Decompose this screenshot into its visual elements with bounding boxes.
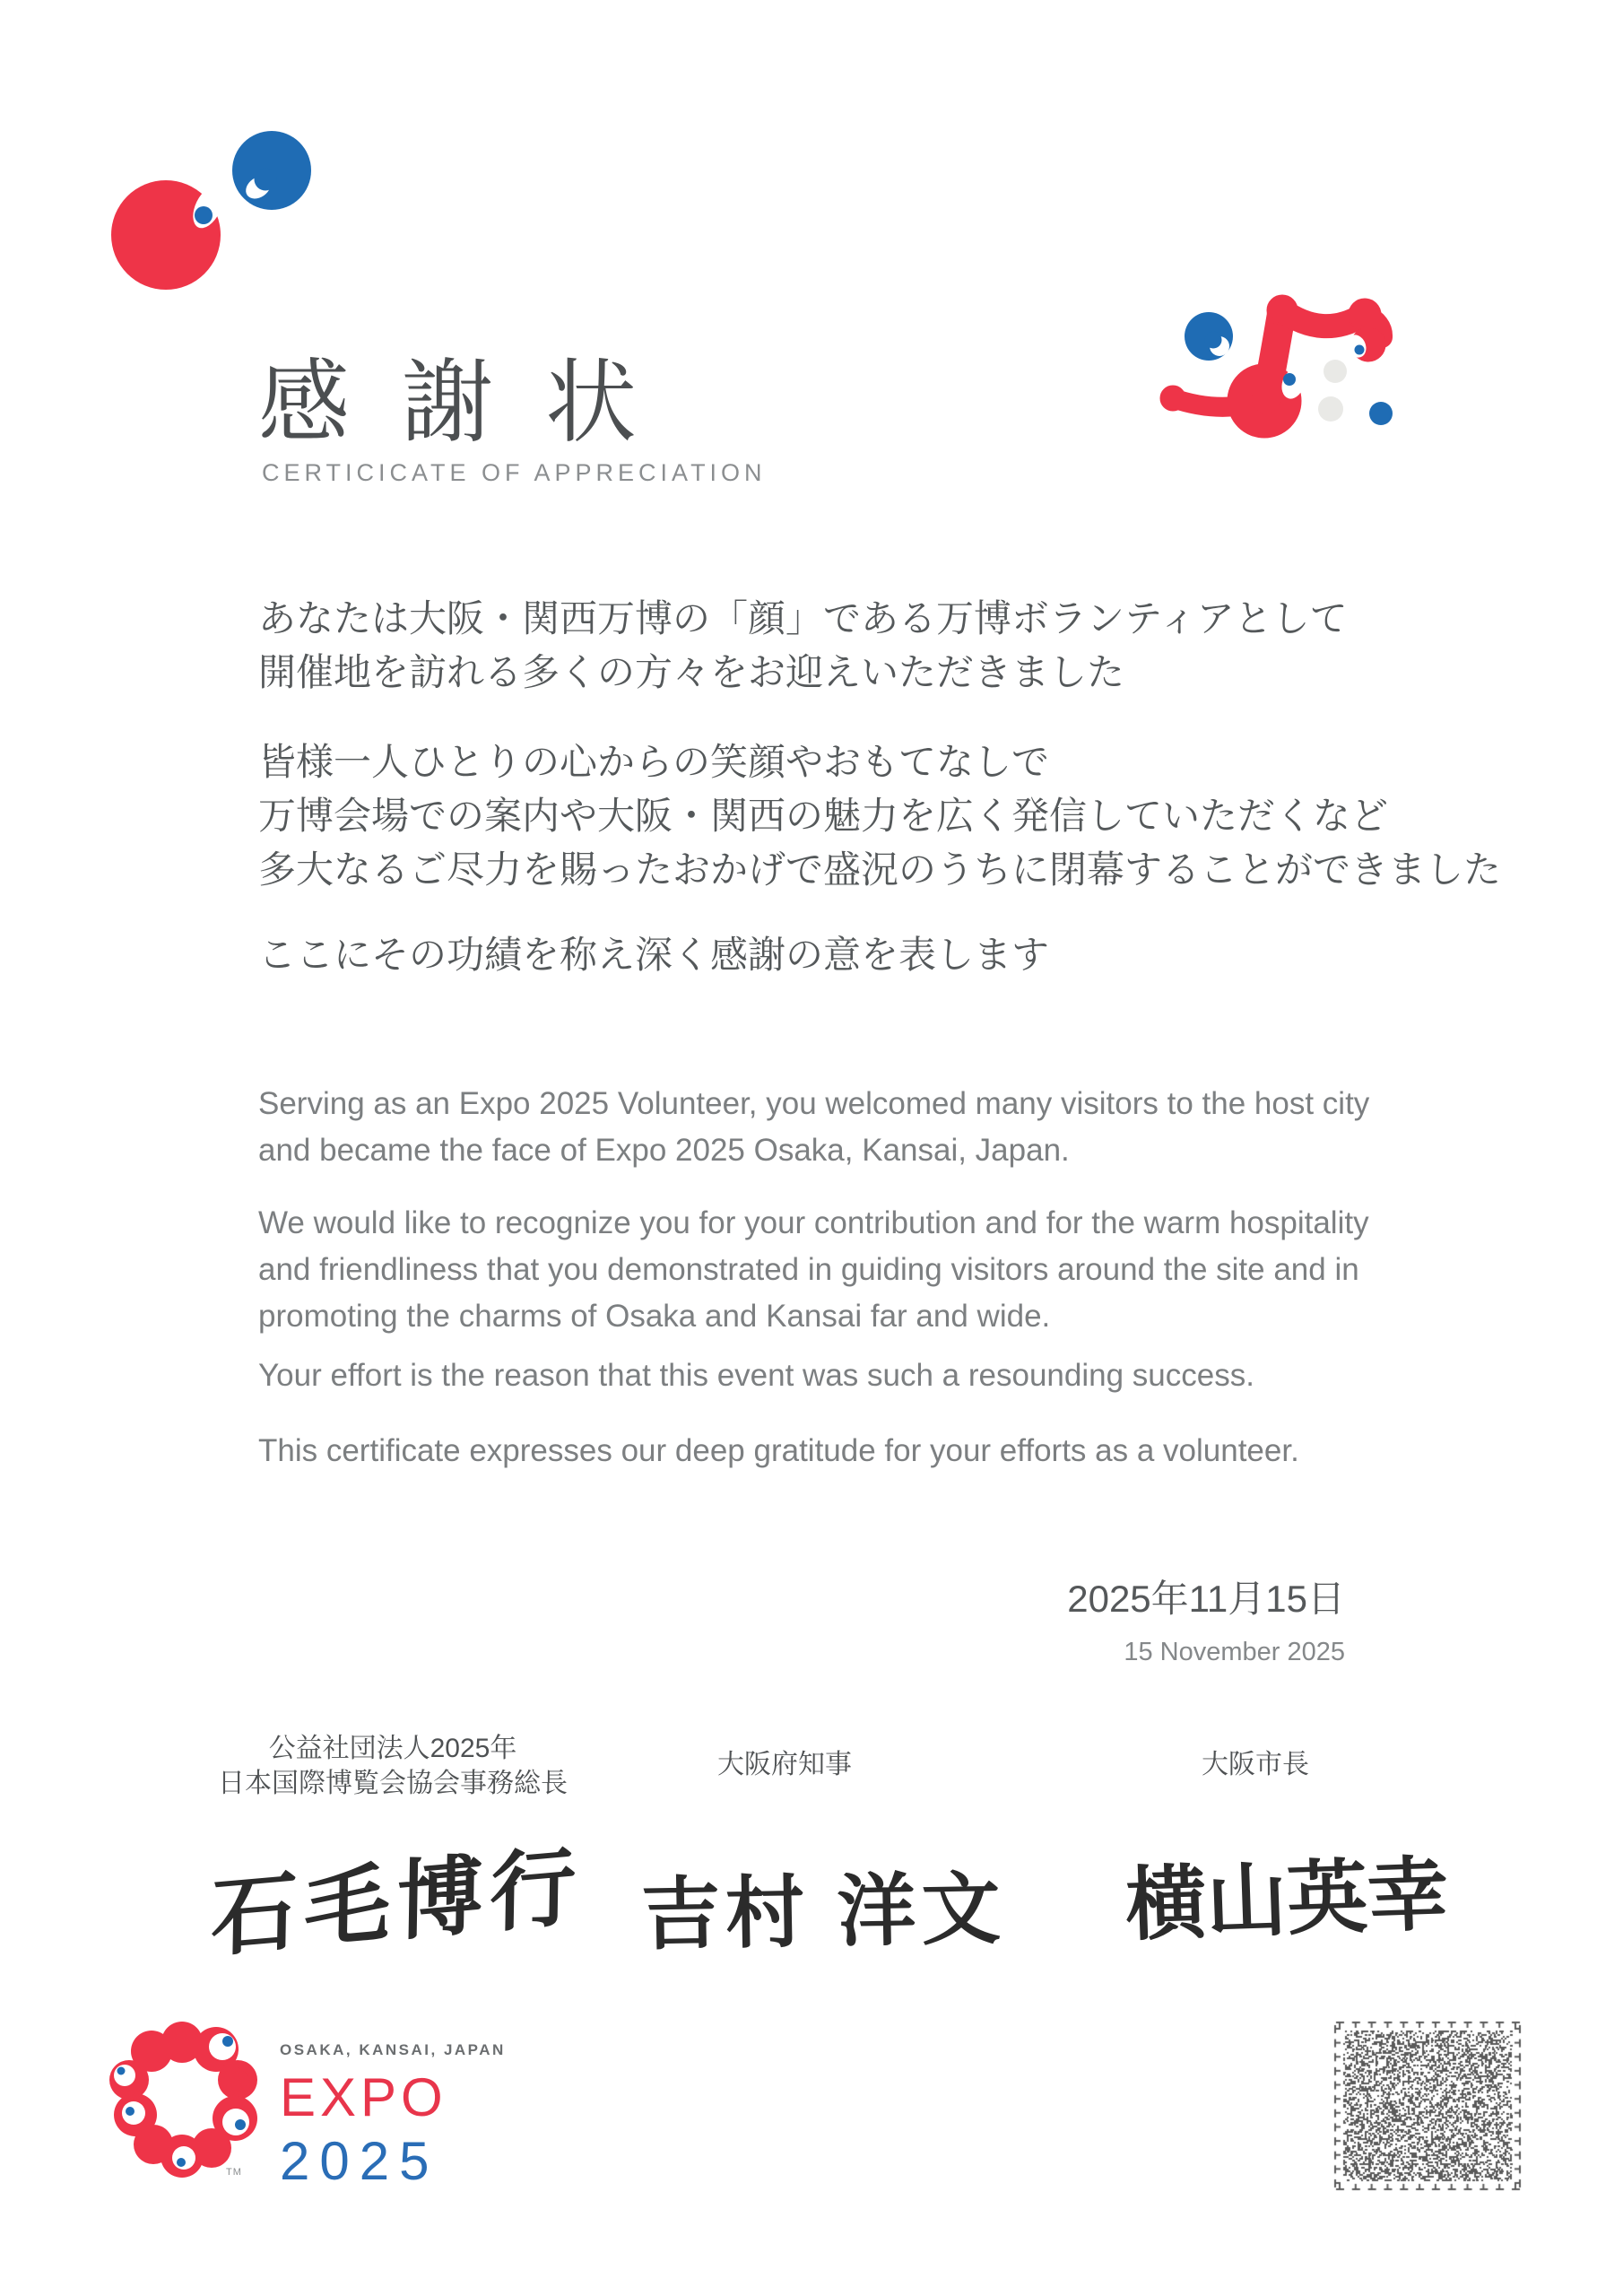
jp-p2-line1: 皆様一人ひとりの心からの笑顔やおもてなしで <box>258 741 1050 783</box>
logo-expo-label: EXPO <box>280 2067 447 2127</box>
signatory1-title-line1: 公益社団法人2025年 <box>268 1734 517 1763</box>
red-blue-cell-circles-icon <box>99 117 332 305</box>
expo-logo-text <box>280 2041 506 2192</box>
en-paragraph-1: Serving as an Expo 2025 Volunteer, you welcomed many visitors to the host city and became the face of Expo 2025 Osaka, Kansai, Japan. <box>258 1086 1370 1168</box>
certificate-subtitle: CERTICICATE OF APPRECIATION <box>262 459 767 486</box>
date-english: 15 November 2025 <box>1124 1638 1345 1666</box>
myaku-myaku-blob-icon <box>1139 269 1453 466</box>
signatory-title-secretary-general <box>204 1731 581 1801</box>
jp-p2-line3: 多大なるご尽力を賜ったおかげで盛況のうちに閉幕することができました <box>258 848 1502 891</box>
signature-yoshimura-hirofumi: 吉村 洋文 <box>640 1864 1007 1960</box>
certificate-title: 感謝状 <box>258 352 689 454</box>
en-paragraph-4: This certificate expresses our deep gratitude for your efforts as a volunteer. <box>258 1433 1299 1468</box>
date-japanese: 2025年11月15日 <box>1067 1578 1345 1620</box>
signature-ishige-hiroyuki: 石毛博行 <box>210 1838 585 1968</box>
logo-year-label: 2025 <box>280 2131 439 2191</box>
jp-p1-line1: あなたは大阪・関西万博の「顔」である万博ボランティアとして <box>258 597 1348 639</box>
jp-p2-line2: 万博会場での案内や大阪・関西の魅力を広く発信していただくなど <box>258 795 1389 837</box>
en-paragraph-2: We would like to recognize you for your contribution and for the warm hospitality and friendliness that you demonstrated in guiding visitors around the site and in promoting the charms of Osaka and Kansai far and wide. <box>258 1205 1369 1334</box>
jp-paragraph-2 <box>258 735 1501 897</box>
signatory-title-governor: 大阪府知事 <box>717 1750 852 1779</box>
signature-yokoyama-hideyuki: 横山英幸 <box>1124 1849 1450 1952</box>
jp-p3-line1: ここにその功績を称え深く感謝の意を表します <box>258 934 1050 976</box>
signatory-title-mayor: 大阪市長 <box>1202 1750 1309 1779</box>
trademark-label: TM <box>226 2167 242 2178</box>
jp-paragraph-3 <box>258 928 1049 982</box>
logo-location-label: OSAKA, KANSAI, JAPAN <box>280 2041 506 2058</box>
security-stamp <box>1332 2020 1523 2192</box>
date-block <box>897 1570 1345 1667</box>
jp-p1-line2: 開催地を訪れる多くの方々をお迎えいただきました <box>258 651 1125 693</box>
signatory1-title-line2: 日本国際博覧会協会事務総長 <box>218 1769 568 1798</box>
en-paragraph-3: Your effort is the reason that this event was such a resounding success. <box>258 1358 1254 1393</box>
jp-paragraph-1 <box>258 592 1348 700</box>
